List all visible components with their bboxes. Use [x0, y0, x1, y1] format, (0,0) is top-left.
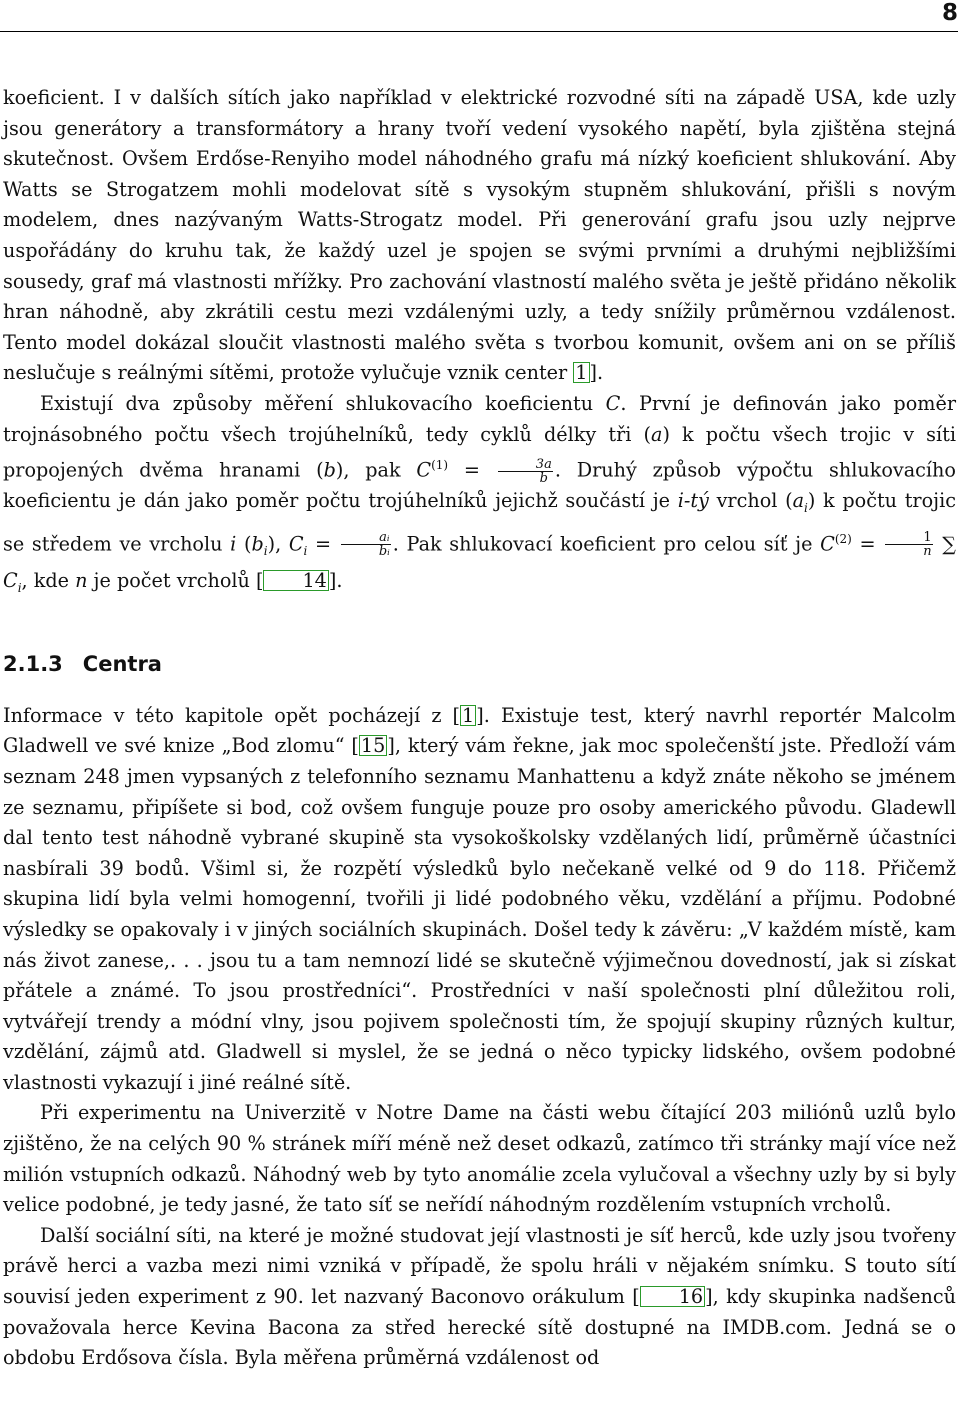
fraction [498, 458, 553, 485]
paragraph-centra-1 [3, 701, 956, 1099]
section-number: 2.1.3 [3, 651, 63, 676]
text: ], kdy skupinka nadšenců považovala herce Kevina Bacona za střed herecké sítě dostupné na IMDB.com. Jedná se o obdobu Erdősova čísla. Byla měřena průměrná vzdálenost od [3, 1285, 956, 1370]
text: ) k počtu trojic se středem ve vrcholu [3, 489, 956, 555]
math-subscript: i [263, 543, 268, 558]
paragraph-clustering [3, 389, 956, 604]
fraction-denominator: n [923, 544, 932, 560]
math-subscript: i [17, 581, 22, 596]
citation-link[interactable]: 15 [360, 734, 386, 758]
math-var: C [3, 569, 18, 593]
text: je počet vrcholů [ [87, 569, 264, 593]
math-subscript: i [303, 543, 308, 558]
math-var: b [323, 458, 336, 482]
math-var: C [820, 531, 835, 555]
math-equals: = [851, 531, 884, 555]
text: ]. Existuje test, který navrhl reportér Malcolm Gladwell ve své knize „Bod zlomu“ [ [3, 703, 956, 758]
math-equals: = [448, 458, 496, 482]
paragraph-centra-2: Při experimentu na Univerzitě v Notre Dame na části webu čítající 203 miliónů uzlů bylo zjištěno, že na celých 90 % stránek míří méně než deset odkazů, zatímco tři stránky mají více než milión vstupních odkazů. Náhodný web by tyto anomálie zcela vylučoval a všechny uzly by si byly velice podobné, je tedy jasné, že tato síť se neřídí náhodným rozdělením vstupních vrcholů. [3, 1101, 956, 1217]
text: . Druhý způsob výpočtu shlukovacího koeficientu je dán jako poměr počtu trojúhelníků jejichž součástí je [3, 458, 956, 513]
math-var: n [75, 569, 88, 593]
text: ) k počtu všech trojic v síti propojených dvěma hranami ( [3, 422, 956, 482]
math-var: b [251, 531, 264, 555]
math-var: i-tý [677, 489, 709, 513]
text: vrchol ( [708, 489, 793, 513]
text: ]. [328, 569, 343, 593]
text: . První je definován jako poměr trojnásobného počtu všech trojúhelníků, tedy cyklů délky tři ( [3, 391, 956, 446]
page-number: 8 [941, 0, 958, 26]
fraction-denominator: bᵢ [378, 544, 390, 560]
math-superscript: (1) [431, 458, 449, 473]
paragraph-centra-3 [3, 1221, 956, 1374]
text: Existují dva způsoby měření shlukovacího koeficientu [40, 391, 606, 415]
text: Informace v této kapitole opět pocházejí z [ [3, 703, 461, 727]
fraction-numerator: 1 [885, 531, 932, 545]
text: Další sociální síti, na které je možné studovat její vlastnosti je síť herců, kde uzly jsou tvořeny právě herci a vazba mezi nimi vzniká v případě, že spolu hráli v nějakém snímku. S touto sítí souvisí jeden experiment z 90. let nazvaný Baconovo orákulum [ [3, 1223, 956, 1309]
math-var: a [792, 489, 805, 513]
paragraph-text: koeficient. I v dalších sítích jako například v elektrické rozvodné síti na západě USA, kde uzly jsou generátory a transformátory a hrany tvoří vedení vysokého napětí, byla zjištěna stejná skutečnost. Ovšem Erdőse-Renyiho model náhodného grafu má nízký koeficient shlukování. Aby Watts se Strogatzem mohli modelovat sítě s vysokým stupněm shlukování, přišli s novým modelem, dnes nazývaným Watts-Strogatz model. Při generování grafu jsou uzly nejprve uspořádány do kruhu tak, že každý uzel je spojen se svými prvními a druhými nejbližšími sousedy, graf má vlastnosti mřížky. Pro zachování vlastností malého světa je ještě přidáno několik hran náhodně, aby zkrátili cestu mezi vzdálenými uzly, a tedy snížily průměrnou vzdálenost. Tento model dokázal sloučit vlastnosti malého světa s tvorbou komunit, ovšem ani on se příliš neslučuje s reálnými sítěmi, protože vylučuje vznik center [3, 86, 956, 385]
text: . Pak shlukovací koeficient pro celou síť je [392, 531, 821, 555]
math-superscript: (2) [834, 531, 852, 546]
math-var: C [416, 458, 432, 482]
text: ), pak [335, 458, 417, 482]
section-title: Centra [82, 651, 162, 676]
fraction [341, 531, 391, 558]
math-var: C [288, 531, 304, 555]
header-rule [0, 31, 958, 32]
text: ( [236, 531, 252, 555]
sum-symbol: ∑ [934, 531, 957, 555]
section-heading [3, 650, 956, 678]
math-var: C [605, 391, 621, 415]
paragraph-text: ]. [589, 361, 604, 385]
fraction [885, 531, 932, 558]
math-equals: = [307, 531, 339, 555]
math-var: a [651, 422, 663, 446]
math-subscript: i [804, 500, 808, 515]
citation-link[interactable]: 1 [575, 361, 588, 385]
text: ], který vám řekne, jak moc společenští jste. Předloží vám seznam 248 jmen vypsaných z telefonního seznamu Manhattenu a když znáte někoho se jménem ze seznamu, připíšete si bod, což ovšem funguje pouze pro osoby amerického původu. Gladewll dal tento test náhodně vybrané skupině sta vysokoškolsky vzdělaných lidí, průměrně účastníci nasbírali 39 bodů. Všiml si, že rozpětí výsledků bylo nečekaně velké od 9 do 118. Přičemž skupina lidí byla velmi homogenní, tvořili ji lidé podobného věku, vzdělání a příjmu. Podobné výsledky se opakovaly i v jiných sociálních skupinách. Došel tedy k závěru: „V každém místě, kam nás život zanese,. . . jsou tu a tam nemnozí lidé se skutečně výjimečnou dovedností, jak si získat přátele a známé. To jsou prostředníci“. Prostředníci v naší společnosti plní důležitou roli, vytvářejí trendy a módní vlny, jsou pojivem společnosti tím, že spojují skupiny různých kultur, vzdělání, zájmů atd. Gladwell si myslel, že se jedná o něco typicky lidského, ovšem podobné vlastnosti vykazují i jiné reálné sítě. [3, 734, 956, 1094]
paragraph-watts-strogatz [3, 83, 956, 389]
citation-link[interactable]: 14 [263, 570, 328, 591]
math-var: i [230, 531, 237, 555]
fraction-denominator: b [539, 471, 548, 487]
text: , kde [21, 569, 76, 593]
page-content [3, 83, 956, 1374]
fraction-numerator: aᵢ [341, 531, 391, 545]
citation-link[interactable]: 1 [462, 703, 475, 727]
citation-link[interactable]: 16 [640, 1286, 705, 1307]
fraction-numerator: 3a [498, 458, 553, 472]
text: ), [267, 531, 289, 555]
